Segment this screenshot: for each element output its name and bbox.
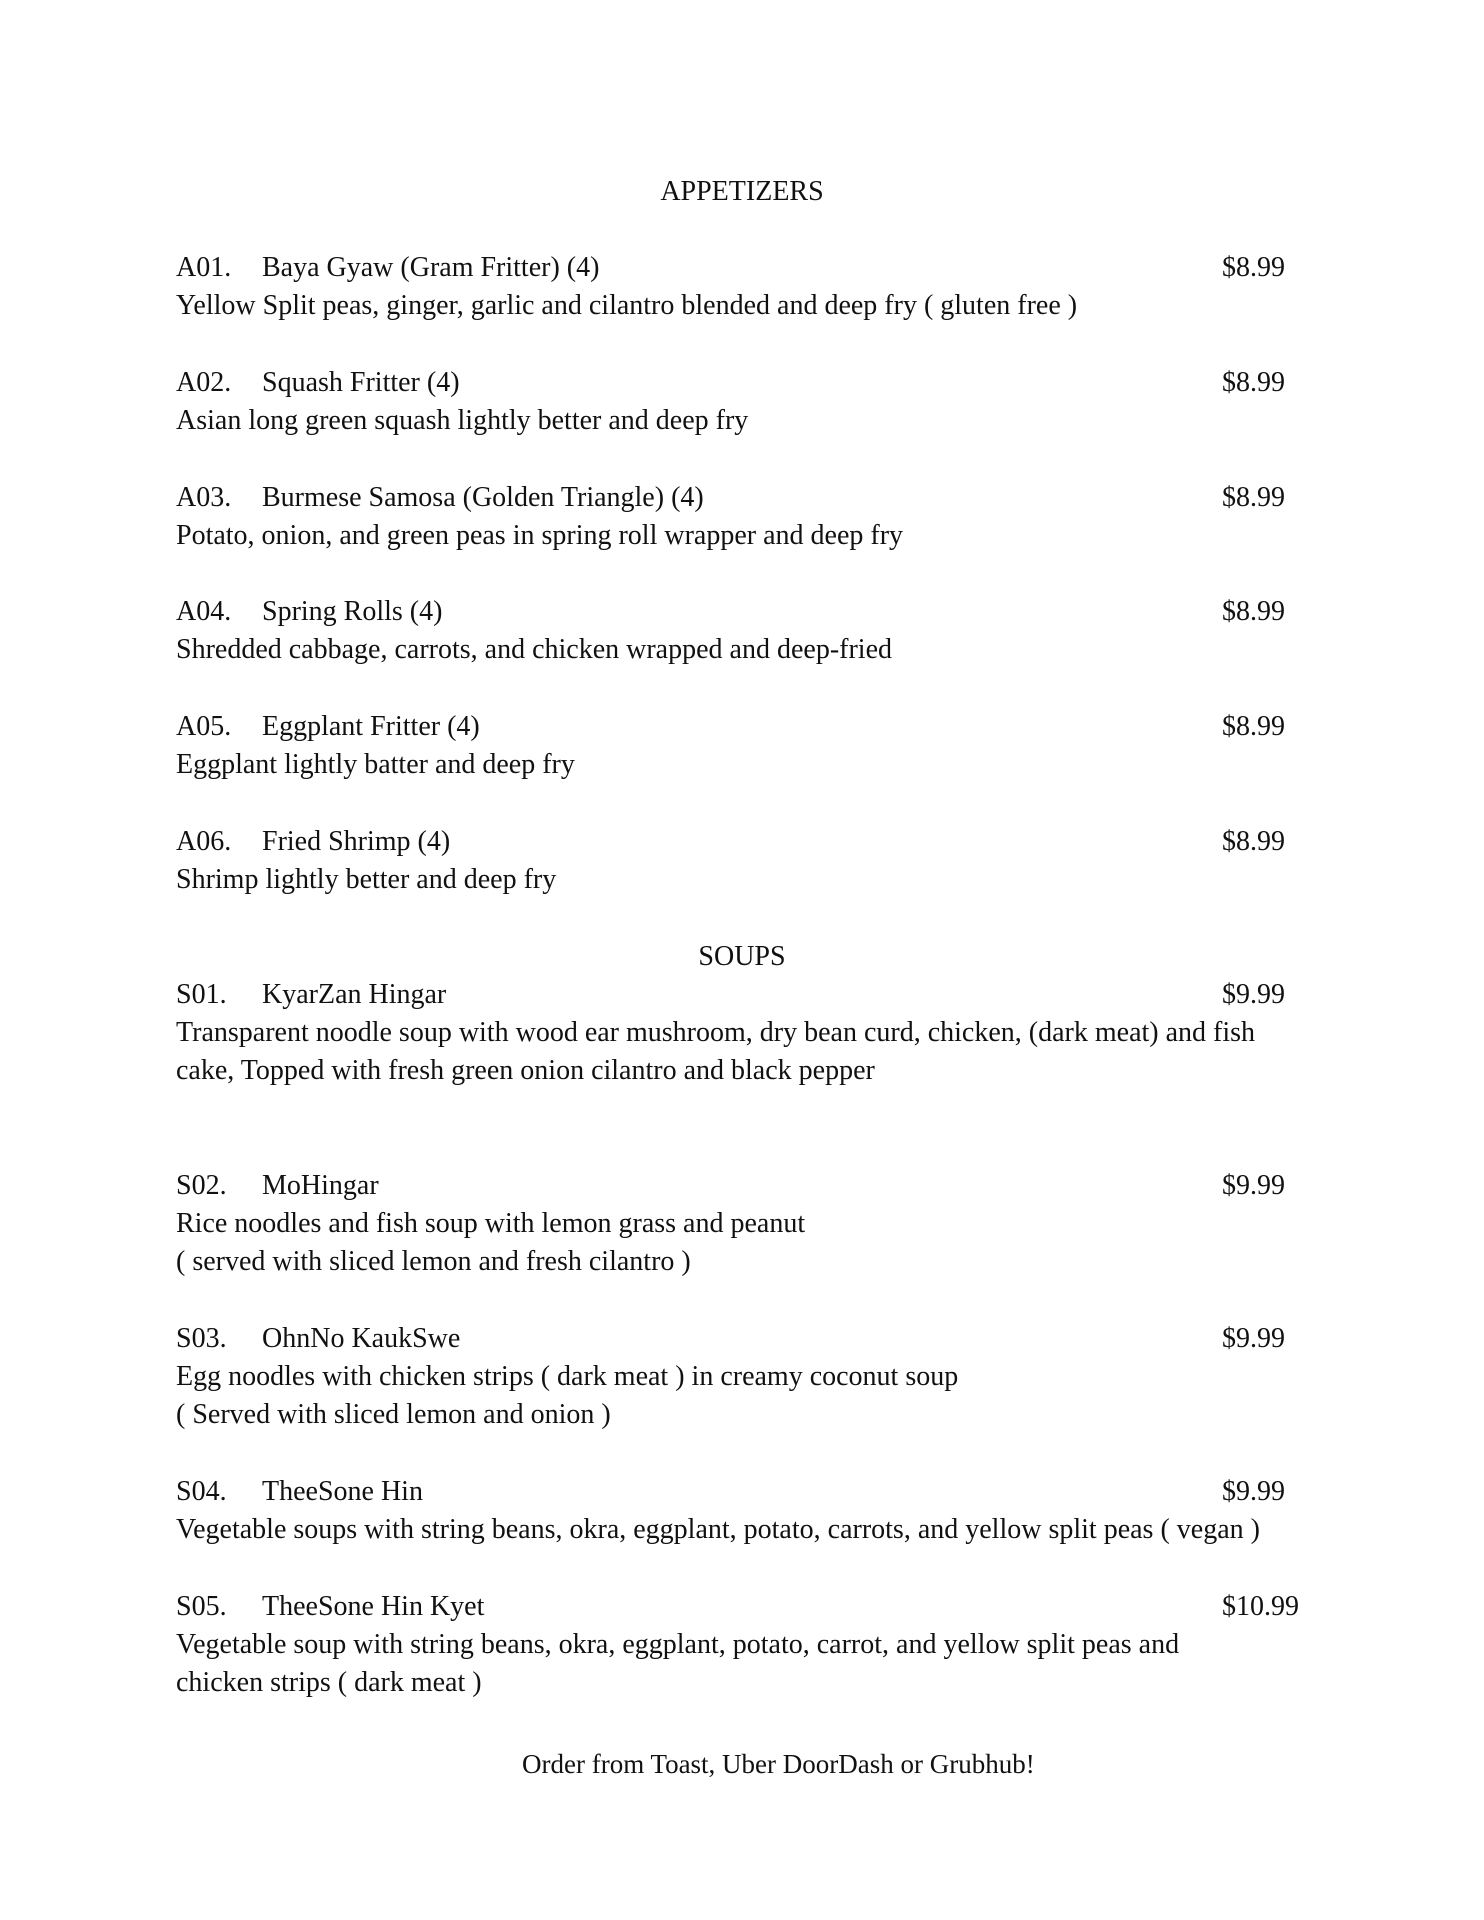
item-description: chicken strips ( dark meat )	[176, 1667, 482, 1698]
item-price: $8.99	[1222, 596, 1285, 627]
item-code: A06.	[176, 826, 232, 857]
item-name: TheeSone Hin Kyet	[262, 1591, 485, 1622]
item-name: MoHingar	[262, 1170, 379, 1201]
item-code: S02.	[176, 1170, 227, 1201]
item-description: Asian long green squash lightly better and deep fry	[176, 405, 749, 436]
item-price: $8.99	[1222, 826, 1285, 857]
item-name: Burmese Samosa (Golden Triangle) (4)	[262, 482, 704, 513]
item-name: TheeSone Hin	[262, 1476, 423, 1507]
item-price: $9.99	[1222, 1170, 1285, 1201]
item-description: Vegetable soup with string beans, okra, eggplant, potato, carrot, and yellow split peas and	[176, 1629, 1180, 1660]
item-code: A02.	[176, 367, 232, 398]
order-footer: Order from Toast, Uber DoorDash or Grubhub!	[522, 1749, 1035, 1779]
item-price: $8.99	[1222, 367, 1285, 398]
item-description: Vegetable soups with string beans, okra, eggplant, potato, carrots, and yellow split peas ( vegan )	[176, 1514, 1260, 1545]
item-price: $9.99	[1222, 1323, 1285, 1354]
item-price: $10.99	[1222, 1591, 1299, 1622]
item-name: OhnNo KaukSwe	[262, 1323, 461, 1354]
item-description: Eggplant lightly batter and deep fry	[176, 749, 575, 780]
item-code: A04.	[176, 596, 232, 627]
item-name: Fried Shrimp (4)	[262, 826, 451, 857]
item-price: $9.99	[1222, 1476, 1285, 1507]
item-code: A05.	[176, 711, 232, 742]
item-description: cake, Topped with fresh green onion cilantro and black pepper	[176, 1055, 875, 1086]
soups-heading: SOUPS	[698, 941, 786, 972]
item-code: A03.	[176, 482, 232, 513]
item-name: Spring Rolls (4)	[262, 596, 443, 627]
item-name: Eggplant Fritter (4)	[262, 711, 480, 742]
item-price: $8.99	[1222, 482, 1285, 513]
item-description: Transparent noodle soup with wood ear mushroom, dry bean curd, chicken, (dark meat) and fish	[176, 1017, 1256, 1048]
item-name: Baya Gyaw (Gram Fritter) (4)	[262, 252, 600, 283]
item-description: Egg noodles with chicken strips ( dark meat ) in creamy coconut soup	[176, 1361, 959, 1392]
item-code: S04.	[176, 1476, 227, 1507]
item-code: S05.	[176, 1591, 227, 1622]
item-description: ( Served with sliced lemon and onion )	[176, 1399, 611, 1430]
item-description: ( served with sliced lemon and fresh cilantro )	[176, 1246, 691, 1277]
item-description: Rice noodles and fish soup with lemon grass and peanut	[176, 1208, 806, 1239]
item-code: S03.	[176, 1323, 227, 1354]
item-description: Potato, onion, and green peas in spring roll wrapper and deep fry	[176, 520, 904, 551]
item-name: Squash Fritter (4)	[262, 367, 460, 398]
item-price: $8.99	[1222, 711, 1285, 742]
item-description: Shredded cabbage, carrots, and chicken wrapped and deep-fried	[176, 634, 892, 665]
item-description: Yellow Split peas, ginger, garlic and cilantro blended and deep fry ( gluten free )	[176, 290, 1078, 321]
item-code: S01.	[176, 979, 227, 1010]
appetizers-heading: APPETIZERS	[660, 176, 824, 207]
item-name: KyarZan Hingar	[262, 979, 447, 1010]
item-description: Shrimp lightly better and deep fry	[176, 864, 557, 895]
item-price: $8.99	[1222, 252, 1285, 283]
item-code: A01.	[176, 252, 232, 283]
item-price: $9.99	[1222, 979, 1285, 1010]
